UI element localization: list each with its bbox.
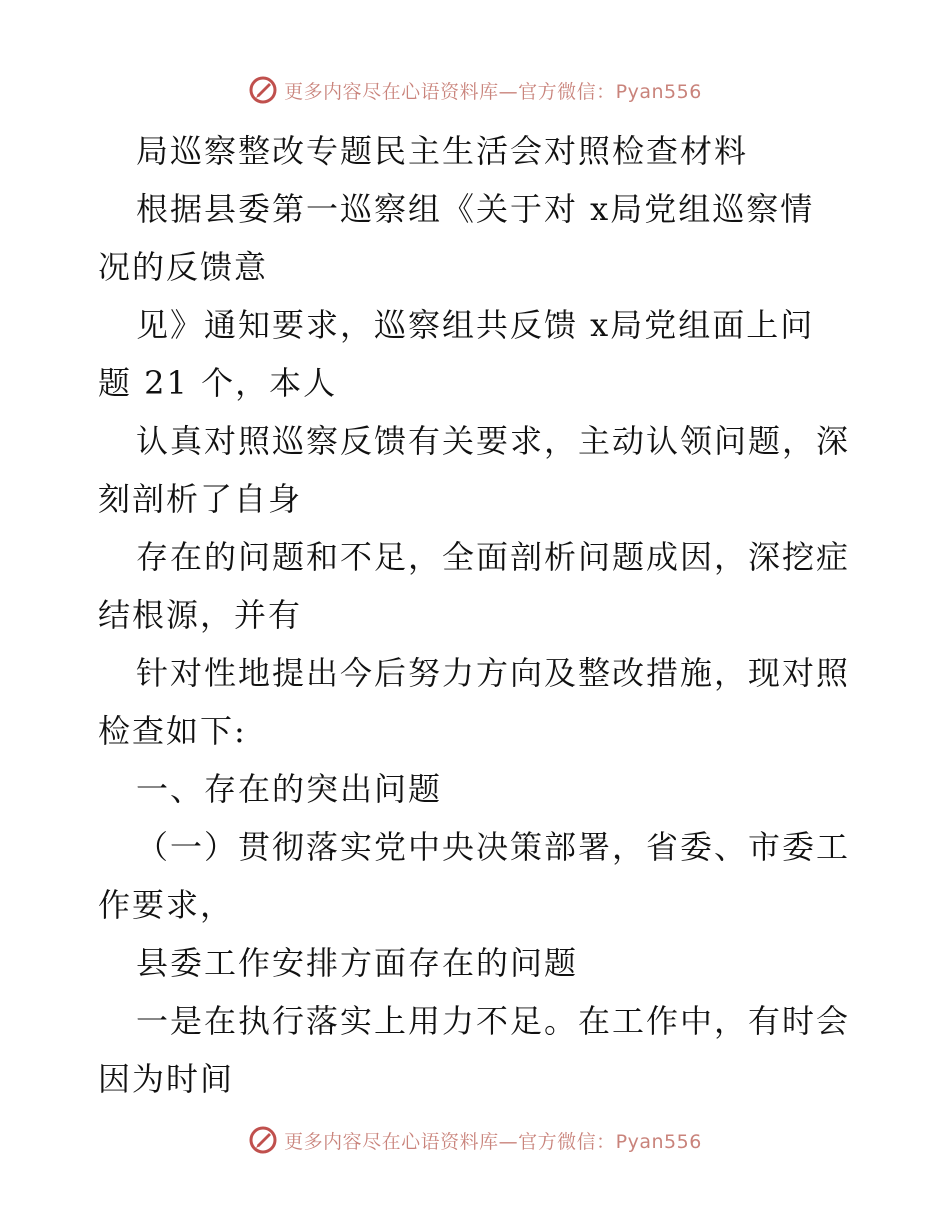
document-title: 局巡察整改专题民主生活会对照检查材料 — [136, 132, 749, 170]
footer-banner — [0, 1120, 950, 1160]
paragraph-line: 存在的问题和不足，全面剖析问题成因，深挖症 — [136, 538, 851, 576]
paragraph-line: 根据县委第一巡察组《关于对 x局党组巡察情 — [136, 190, 815, 228]
paragraph-line: 见》通知要求，巡察组共反馈 x局党组面上问 — [136, 306, 815, 344]
subsection-heading: （一）贯彻落实党中央决策部署，省委、市委工 — [136, 828, 851, 866]
paragraph-line: 因为时间 — [98, 1060, 235, 1098]
logo-icon — [248, 75, 278, 105]
section-heading: 一、存在的突出问题 — [136, 770, 443, 808]
document-body — [98, 122, 858, 1108]
footer-banner-text: 更多内容尽在心语资料库—官方微信：Pyan556 — [284, 1130, 702, 1153]
paragraph-line: 针对性地提出今后努力方向及整改措施，现对照 — [136, 654, 851, 692]
paragraph-line: 况的反馈意 — [98, 248, 269, 286]
header-banner-text: 更多内容尽在心语资料库—官方微信：Pyan556 — [284, 80, 702, 103]
paragraph-line: 一是在执行落实上用力不足。在工作中，有时会 — [136, 1002, 851, 1040]
paragraph-line: 结根源，并有 — [98, 596, 303, 634]
header-banner — [0, 70, 950, 110]
paragraph-line: 认真对照巡察反馈有关要求，主动认领问题，深 — [136, 422, 851, 460]
paragraph-line: 县委工作安排方面存在的问题 — [136, 944, 579, 982]
paragraph-line: 题 21 个，本人 — [98, 364, 338, 402]
paragraph-line: 检查如下: — [98, 712, 247, 750]
logo-icon — [248, 1125, 278, 1155]
paragraph-line: 刻剖析了自身 — [98, 480, 303, 518]
paragraph-line: 作要求， — [98, 886, 235, 924]
